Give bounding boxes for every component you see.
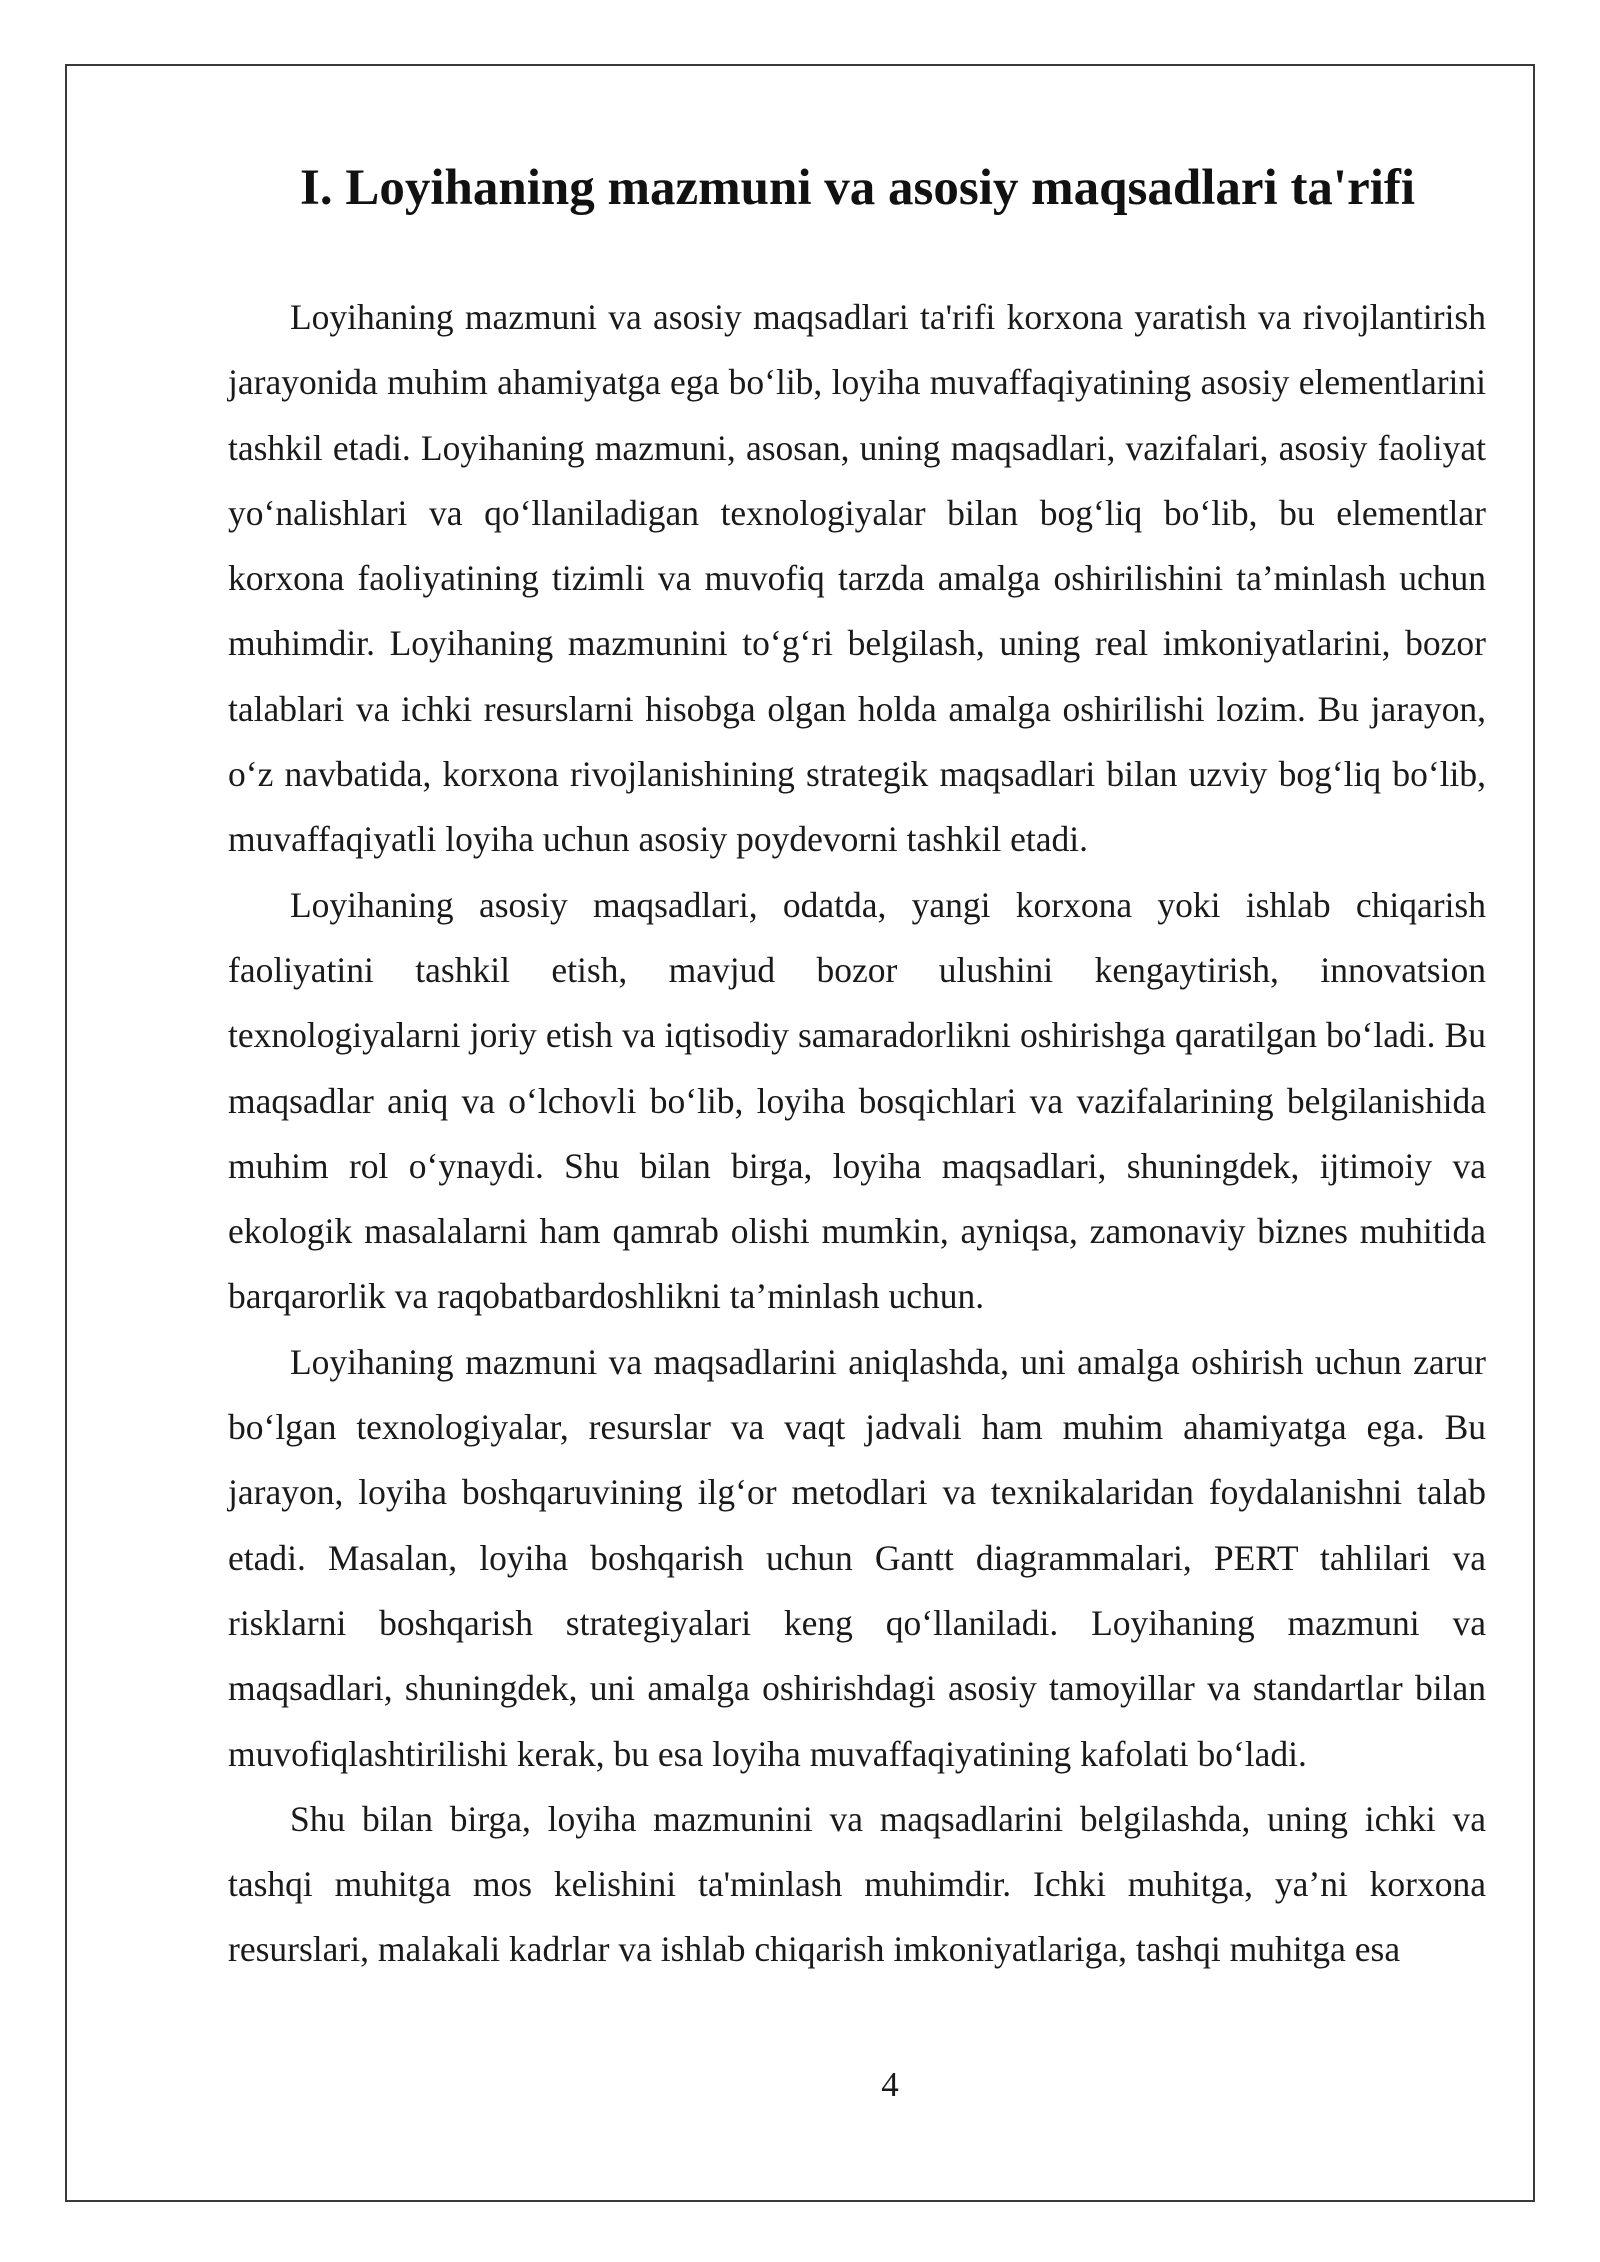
paragraph-4: Shu bilan birga, loyiha mazmunini va maqsadlarini belgilashda, uning ichki va tashqi muhitga mos kelishini ta'minlash muhimdir. Ichki muhitga, ya’ni korxona resurslari, malakali kadrlar va ishlab chiqarish imkoniyatlariga, tashqi muhitga esa <box>228 1798 1486 1970</box>
body-text <box>228 285 1486 1983</box>
paragraph-3: Loyihaning mazmuni va maqsadlarini aniqlashda, uni amalga oshirish uchun zarur bo‘lgan texnologiyalar, resurslar va vaqt jadvali ham muhim ahamiyatga ega. Bu jarayon, loyiha boshqaruvining ilg‘or metodlari va texnikalaridan foydalanishni talab etadi. Masalan, loyiha boshqarish uchun Gantt diagrammalari, PERT tahlilari va risklarni boshqarish strategiyalari keng qo‘llaniladi. Loyihaning mazmuni va maqsadlari, shuningdek, uni amalga oshirishdagi asosiy tamoyillar va standartlar bilan muvofiqlashtirilishi kerak, bu esa loyiha muvaffaqiyatining kafolati bo‘ladi. <box>228 1341 1486 1774</box>
paragraph-1: Loyihaning mazmuni va asosiy maqsadlari ta'rifi korxona yaratish va rivojlantirish jarayonida muhim ahamiyatga ega bo‘lib, loyiha muvaffaqiyatining asosiy elementlarini tashkil etadi. Loyihaning mazmuni, asosan, uning maqsadlari, vazifalari, asosiy faoliyat yo‘nalishlari va qo‘llaniladigan texnologiyalar bilan bog‘liq bo‘lib, bu elementlar korxona faoliyatining tizimli va muvofiq tarzda amalga oshirilishini ta’minlash uchun muhimdir. Loyihaning mazmunini to‘g‘ri belgilash, uning real imkoniyatlarini, bozor talablari va ichki resurslarni hisobga olgan holda amalga oshirilishi lozim. Bu jarayon, o‘z navbatida, korxona rivojlanishining strategik maqsadlari bilan uzviy bog‘liq bo‘lib, muvaffaqiyatli loyiha uchun asosiy poydevorni tashkil etadi. <box>228 297 1486 860</box>
page-number: 4 <box>881 2065 899 2104</box>
section-heading: I. Loyihaning mazmuni va asosiy maqsadlari ta'rifi <box>300 160 1416 216</box>
paragraph-2: Loyihaning asosiy maqsadlari, odatda, yangi korxona yoki ishlab chiqarish faoliyatini tashkil etish, mavjud bozor ulushini kengaytirish, innovatsion texnologiyalarni joriy etish va iqtisodiy samaradorlikni oshirishga qaratilgan bo‘ladi. Bu maqsadlar aniq va o‘lchovli bo‘lib, loyiha bosqichlari va vazifalarining belgilanishida muhim rol o‘ynaydi. Shu bilan birga, loyiha maqsadlari, shuningdek, ijtimoiy va ekologik masalalarni ham qamrab olishi mumkin, ayniqsa, zamonaviy biznes muhitida barqarorlik va raqobatbardoshlikni ta’minlash uchun. <box>228 884 1486 1317</box>
